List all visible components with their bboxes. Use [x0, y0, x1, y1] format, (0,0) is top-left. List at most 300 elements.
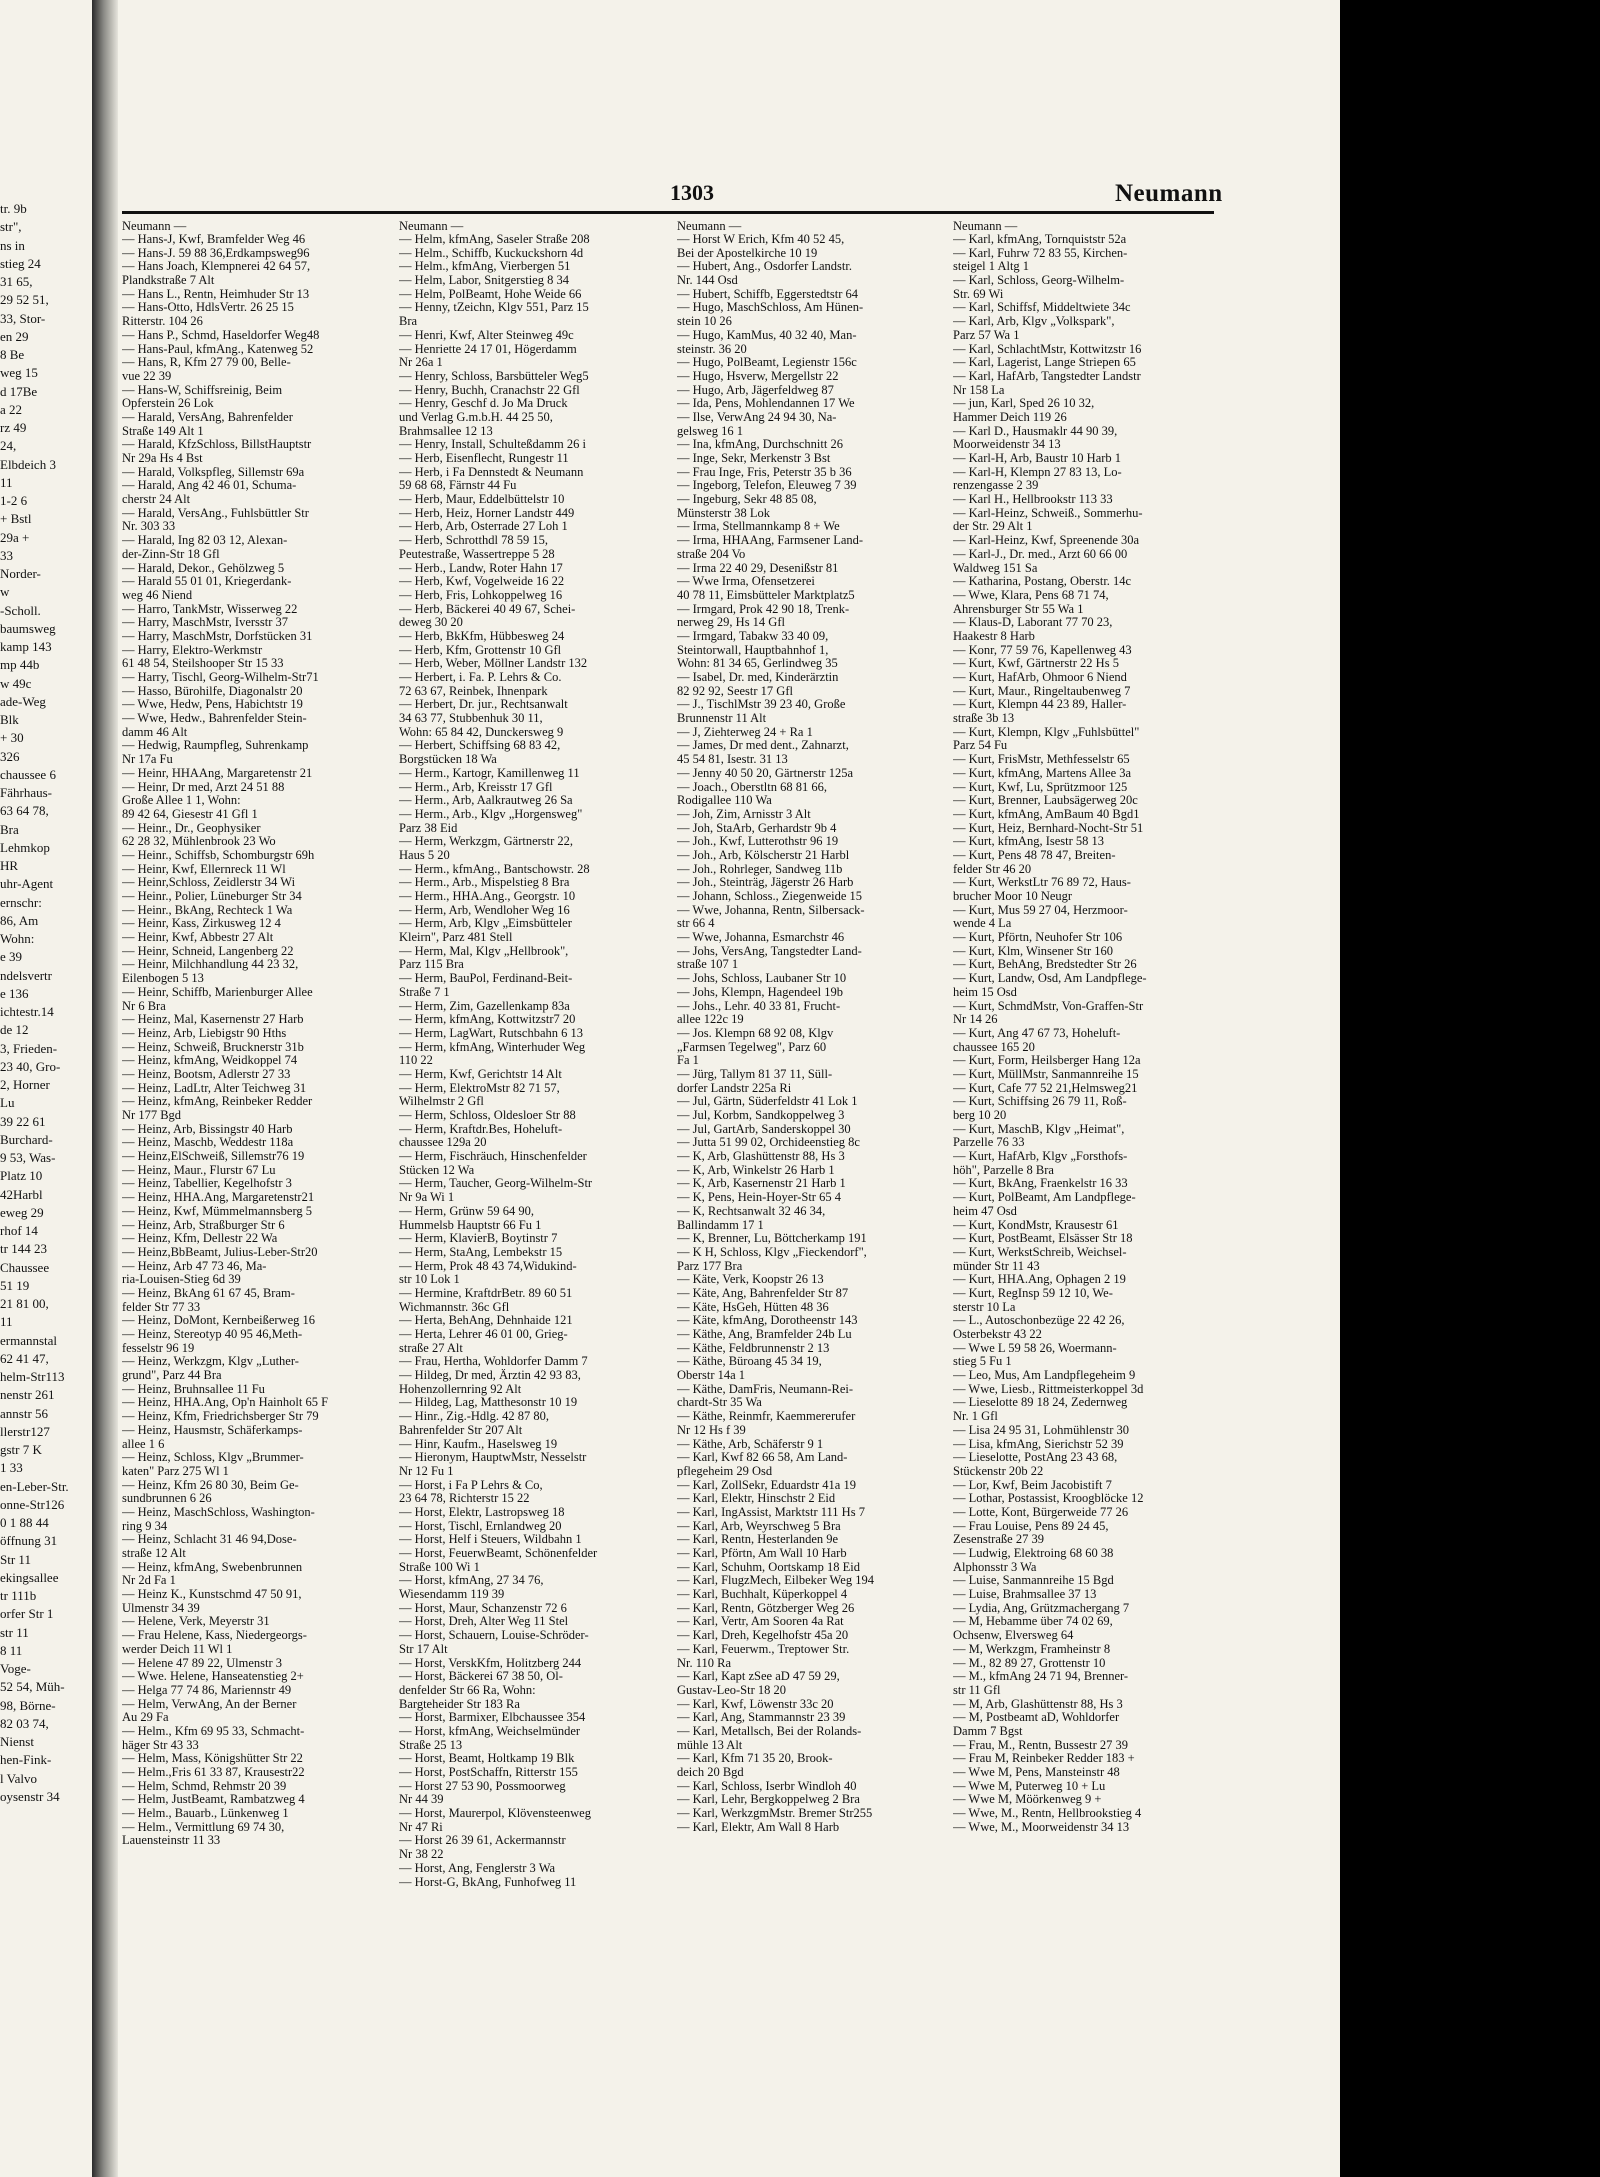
directory-entry-line: — Kurt, Ang 47 67 73, Hoheluft- [953, 1026, 1121, 1040]
directory-entry-line: — Joh., Kwf, Lutterothstr 96 19 [677, 835, 839, 849]
directory-entry-line: — Heinr, Schiffb, Marienburger Allee [122, 985, 313, 999]
directory-entry-line: mühle 13 Alt [677, 1738, 743, 1752]
directory-entry-line: — Horst, PostSchaffn, Ritterstr 155 [399, 1766, 578, 1779]
directory-entry-line: — Heinz, Kfm, Friedrichsberger Str 79 [122, 1410, 319, 1424]
directory-entry-line: — Kurt, Maur., Ringeltaubenweg 7 [953, 684, 1131, 698]
directory-entry-line: — Lotte, Kont, Bürgerweide 77 26 [953, 1505, 1129, 1519]
directory-entry-line: wende 4 La [953, 917, 1012, 931]
left-page-fragment: 21 81 00, [0, 1296, 49, 1311]
left-page-fragment: ndelsvertr [0, 967, 52, 983]
left-page-fragment: 29 52 51, [0, 292, 49, 308]
left-page-fragment: Lehmkop [0, 839, 50, 855]
left-page-fragment: ekingsallee [0, 1569, 59, 1585]
directory-entry-line: — Heinz, HHA.Ang, Margaretenstr21 [122, 1191, 315, 1205]
directory-entry-line: Haakestr 8 Harb [953, 629, 1035, 643]
directory-entry-line: — K, Pens, Hein-Hoyer-Str 65 4 [677, 1191, 841, 1205]
left-page-fragment: baumsweg [0, 620, 56, 636]
directory-entry-line: Nr 177 Bgd [122, 1109, 182, 1122]
directory-entry-line: — Herm, StaAng, Lembekstr 15 [399, 1245, 563, 1259]
directory-entry-line: — Hinr., Zig.-Hdlg. 42 87 80, [399, 1410, 549, 1424]
directory-entry-line: felder Str 77 33 [122, 1300, 201, 1314]
directory-entry-line: — Herm, Arb, Klgv „Eimsbütteler [399, 917, 572, 931]
directory-entry-line: — Kurt, BehAng, Bredstedter Str 26 [953, 958, 1137, 972]
column-head: Neumann — [953, 220, 1018, 233]
directory-entry-line: Nr. 110 Ra [677, 1656, 732, 1670]
column-head: Neumann — [677, 220, 742, 233]
left-page-edge-text [0, 200, 95, 2100]
directory-entry-line: — Heinz, Bootsm, Adlerstr 27 33 [122, 1067, 291, 1081]
directory-entry-line: ring 9 34 [122, 1519, 168, 1533]
directory-entry-line: — J, Ziehterweg 24 + Ra 1 [677, 725, 813, 739]
directory-entry-line: — Helm., Kfm 69 95 33, Schmacht- [122, 1724, 305, 1738]
directory-entry-line: Nr. 303 33 [122, 520, 176, 534]
running-head: Neumann [1115, 180, 1223, 207]
directory-entry-line: Parzelle 76 33 [953, 1136, 1025, 1150]
directory-entry-line: — Horst, kfmAng, Weichselmünder [399, 1724, 581, 1738]
directory-entry-line: — Helm, Mass, Königshütter Str 22 [122, 1752, 303, 1766]
directory-entry-line: — Horst 26 39 61, Ackermannstr [399, 1834, 566, 1848]
directory-entry-line: — Kurt, Klempn, Klgv „Fuhlsbüttel" [953, 725, 1140, 739]
left-page-fragment: weg 15 [0, 365, 38, 381]
directory-entry-line: „Farmsen Tegelweg", Parz 60 [677, 1040, 827, 1054]
directory-entry-line: — Lisa, kfmAng, Sierichstr 52 39 [953, 1437, 1124, 1451]
directory-entry-line: — Horst, Elektr, Lastropsweg 18 [399, 1505, 565, 1519]
directory-entry-line: — Herb, Maur, Eddelbüttelstr 10 [399, 493, 565, 507]
directory-entry-line: Parz 57 Wa 1 [953, 328, 1020, 342]
directory-entry-line: — Kurt, HafArb, Ohmoor 6 Niend [953, 671, 1127, 684]
directory-entry-line: — Kurt, KondMstr, Krausestr 61 [953, 1218, 1119, 1232]
directory-entry-line: — J., TischlMstr 39 23 40, Große [677, 698, 846, 712]
left-page-fragment: 24, [0, 438, 17, 454]
directory-entry-line: — Karl D., Hausmaklr 44 90 39, [953, 424, 1118, 438]
directory-entry-line: — Kurt, Klempn 44 23 89, Haller- [953, 698, 1127, 712]
directory-entry-line: 61 48 54, Steilshooper Str 15 33 [122, 657, 284, 671]
directory-entry-line: — Hubert, Schiffb, Eggerstedtstr 64 [677, 287, 858, 301]
directory-entry-line: — Hans Joach, Klempnerei 42 64 57, [122, 260, 311, 274]
left-page-fragment: 1 33 [0, 1460, 23, 1476]
directory-entry-line: — Herbert, Dr. jur., Rechtsanwalt [399, 698, 568, 712]
directory-entry-line: — Herm, Prok 48 43 74,Widukind- [399, 1259, 577, 1273]
directory-entry-line: — Heinz, Maur., Flurstr 67 Lu [122, 1163, 276, 1177]
directory-entry-line: Nr 9a Wi 1 [399, 1191, 455, 1205]
directory-entry-line: — Frau, Hertha, Wohldorfer Damm 7 [399, 1355, 588, 1369]
directory-entry-line: — Hildeg, Dr med, Ärztin 42 93 83, [399, 1369, 581, 1383]
directory-entry-line: — Frau M, Reinbeker Redder 183 + [953, 1752, 1135, 1766]
directory-entry-line: — Kurt, FrisMstr, Methfesselstr 65 [953, 753, 1130, 767]
directory-entry-line: — Kurt, SchmdMstr, Von-Graffen-Str [953, 999, 1144, 1013]
directory-entry-line: — Jul, Korbm, Sandkoppelweg 3 [677, 1109, 845, 1122]
directory-entry-line: — Hildeg, Lag, Matthesonstr 10 19 [399, 1396, 578, 1410]
directory-entry-line: — Jürg, Tallym 81 37 11, Süll- [677, 1067, 833, 1081]
directory-entry-line: allee 122c 19 [677, 1013, 744, 1027]
left-page-fragment: onne-Str126 [0, 1496, 65, 1512]
directory-entry-line: — Herb, Weber, Möllner Landstr 132 [399, 657, 588, 671]
directory-entry-line: straße 204 Vo [677, 547, 746, 561]
directory-entry-line: — Herb, Bäckerei 40 49 67, Schei- [399, 602, 576, 616]
left-page-fragment: Wohn: [0, 931, 35, 946]
directory-entry-line: — Harro, TankMstr, Wisserweg 22 [122, 602, 298, 616]
directory-entry-line: — Leo, Mus, Am Landpflegeheim 9 [953, 1369, 1136, 1383]
directory-entry-line: cherstr 24 Alt [122, 493, 191, 507]
directory-entry-line: nerweg 29, Hs 14 Gfl [677, 616, 785, 630]
directory-entry-line: Plandkstraße 7 Alt [122, 274, 215, 288]
left-page-fragment: 33 [0, 547, 13, 563]
directory-entry-line: Stücken 12 Wa [399, 1163, 475, 1177]
directory-entry-line: Ahrensburger Str 55 Wa 1 [953, 602, 1084, 616]
directory-entry-line: — Herm, Fischräuch, Hinschenfelder [399, 1150, 587, 1164]
directory-entry-line: — Herb, Kfm, Grottenstr 10 Gfl [399, 643, 562, 657]
directory-entry-line: — Heinz, Maschb, Weddestr 118a [122, 1136, 294, 1150]
directory-entry-line: Zesenstraße 27 39 [953, 1533, 1044, 1547]
directory-entry-line: — Heinz, kfmAng, Swebenbrunnen [122, 1560, 303, 1574]
directory-entry-line: — Johann, Schloss., Ziegenweide 15 [677, 890, 863, 903]
directory-entry-line: Bargteheider Str 183 Ra [399, 1697, 520, 1711]
left-page-fragment: Str 11 [0, 1551, 31, 1567]
directory-entry-line: — Hans-Otto, HdlsVertr. 26 25 15 [122, 301, 294, 315]
directory-entry-line: — Wwe M, Pens, Mansteinstr 48 [953, 1766, 1120, 1779]
directory-entry-line: — M, Werkzgm, Framheinstr 8 [953, 1642, 1111, 1656]
directory-entry-line: — Heinz, MaschSchloss, Washington- [122, 1505, 315, 1519]
directory-entry-line: str 10 Lok 1 [399, 1273, 460, 1287]
directory-entry-line: — Heinz, Arb 47 73 46, Ma- [122, 1259, 267, 1273]
directory-entry-line: häger Str 43 33 [122, 1738, 199, 1752]
directory-entry-line: — Harald, VersAng., Fuhlsbüttler Str [122, 506, 309, 520]
directory-entry-line: — Joh., Steinträg, Jägerstr 26 Harb [677, 876, 854, 890]
left-page-fragment: ermannstal [0, 1332, 58, 1348]
directory-entry-line: — L., Autoschonbezüge 22 42 26, [953, 1314, 1125, 1328]
directory-entry-line: — Irmgard, Prok 42 90 18, Trenk- [677, 602, 850, 616]
directory-entry-line: — Horst 27 53 90, Possmoorweg [399, 1779, 566, 1793]
directory-entry-line: renzengasse 2 39 [953, 479, 1039, 493]
directory-entry-line: straße 3b 13 [953, 712, 1015, 726]
directory-entry-line: — Herb, i Fa Dennstedt & Neumann [399, 465, 584, 479]
directory-entry-line: — Herta, Lehrer 46 01 00, Grieg- [399, 1328, 568, 1341]
left-page-fragment: hen-Fink- [0, 1752, 52, 1768]
directory-entry-line: — James, Dr med dent., Zahnarzt, [677, 739, 849, 753]
directory-entry-line: — Kurt, WerkstSchreib, Weichsel- [953, 1245, 1127, 1259]
directory-entry-line: — Horst, Maur, Schanzenstr 72 6 [399, 1601, 567, 1615]
directory-entry-line: — Helm, PolBeamt, Hohe Weide 66 [399, 287, 582, 301]
directory-entry-line: — Karl, Fuhrw 72 83 55, Kirchen- [953, 246, 1128, 260]
directory-entry-line: berg 10 20 [953, 1109, 1007, 1122]
directory-entry-line: — Karl H., Hellbrookstr 113 33 [953, 493, 1113, 507]
directory-entry-line: — Kurt, MüllMstr, Sanmannreihe 15 [953, 1067, 1139, 1081]
directory-entry-line: — Henny, tZeichn, Klgv 551, Parz 15 [399, 301, 589, 315]
directory-entry-line: — Käte, Verk, Koopstr 26 13 [677, 1273, 824, 1287]
directory-entry-line: — Henry, Install, Schulteßdamm 26 i [399, 438, 587, 452]
directory-entry-line: — Heinr., BkAng, Rechteck 1 Wa [122, 903, 293, 917]
directory-entry-line: — Heinr, Dr med, Arzt 24 51 88 [122, 780, 285, 794]
left-page-fragment: 39 22 61 [0, 1113, 46, 1129]
directory-entry-line: Eilenbogen 5 13 [122, 972, 204, 986]
directory-entry-line: — Harald, Dekor., Gehölzweg 5 [122, 561, 285, 575]
directory-entry-line: denfelder Str 66 Ra, Wohn: [399, 1683, 536, 1697]
directory-entry-line: — Heinz, Bruhnsallee 11 Fu [122, 1382, 265, 1396]
directory-entry-line: — Karl, Lehr, Bergkoppelweg 2 Bra [677, 1793, 860, 1807]
directory-column-3 [677, 220, 939, 2070]
left-page-fragment: 33, Stor- [0, 310, 46, 326]
directory-entry-line: — Joh., Arb, Kölscherstr 21 Harbl [677, 848, 850, 862]
directory-entry-line: — Hans L., Rentn, Heimhuder Str 13 [122, 287, 310, 301]
directory-entry-line: — Heinz, HHA.Ang, Op'n Hainholt 65 F [122, 1396, 329, 1410]
directory-entry-line: — Karl, Kfm 71 35 20, Brook- [677, 1752, 833, 1766]
directory-entry-line: — Herm., HHA.Ang., Georgstr. 10 [399, 890, 576, 903]
directory-entry-line: — Herm, Werkzgm, Gärtnerstr 22, [399, 835, 574, 849]
left-page-fragment: Elbdeich 3 [0, 456, 56, 472]
directory-entry-line: — Karl, Buchhalt, Küperkoppel 4 [677, 1588, 848, 1602]
directory-entry-line: 89 42 64, Giesestr 41 Gfl 1 [122, 807, 258, 821]
directory-entry-line: — Horst, Helf i Steuers, Wildbahn 1 [399, 1533, 582, 1547]
directory-entry-line: — Karl-H, Arb, Baustr 10 Harb 1 [953, 452, 1122, 465]
directory-entry-line: — Karl, Arb, Klgv „Volkspark", [953, 315, 1115, 329]
directory-entry-line: — Herm, BauPol, Ferdinand-Beit- [399, 972, 573, 986]
directory-entry-line: — Herm, Kwf, Gerichtstr 14 Alt [399, 1067, 562, 1081]
directory-entry-line: — Herb, Fris, Lohkoppelweg 16 [399, 588, 563, 602]
directory-entry-line: — Herb, Arb, Osterrade 27 Loh 1 [399, 520, 568, 534]
directory-entry-line: — Heinr., Dr., Geophysiker [122, 821, 261, 835]
directory-entry-line: — Herm., Arb., Mispelstieg 8 Bra [399, 876, 570, 890]
directory-entry-line: gelsweg 16 1 [677, 424, 743, 438]
directory-entry-line: — M, Postbeamt aD, Wohldorfer [953, 1711, 1120, 1725]
directory-entry-line: — Wwe, M., Moorweidenstr 34 13 [953, 1820, 1130, 1834]
directory-entry-line: — Harry, MaschMstr, Iversstr 37 [122, 616, 289, 630]
directory-entry-line: — Heinz, Mal, Kasernenstr 27 Harb [122, 1013, 304, 1027]
directory-entry-line: — Frau, M., Rentn, Bussestr 27 39 [953, 1738, 1128, 1752]
left-page-fragment: en-Leber-Str. [0, 1478, 69, 1494]
directory-entry-line: — Karl, Elektr, Hinschstr 2 Eid [677, 1492, 836, 1506]
directory-entry-line: — Kurt, Schiffsing 26 79 11, Roß- [953, 1095, 1127, 1109]
directory-entry-line: — Harald 55 01 01, Kriegerdank- [122, 575, 292, 589]
left-page-fragment: e 136 [0, 985, 29, 1001]
directory-entry-line: — Luise, Brahmsallee 37 13 [953, 1588, 1097, 1602]
directory-entry-line: Wohn: 81 34 65, Gerlindweg 35 [677, 657, 838, 671]
directory-entry-line: — Kurt, MaschB, Klgv „Heimat", [953, 1122, 1125, 1136]
directory-entry-line: — Herm, ElektroMstr 82 71 57, [399, 1081, 560, 1095]
directory-entry-line: — Helm., Bauarb., Lünkenweg 1 [122, 1807, 289, 1821]
left-page-fragment: e 39 [0, 949, 23, 965]
directory-entry-line: — Herbert, Schiffsing 68 83 42, [399, 739, 561, 753]
directory-entry-line: vue 22 39 [122, 369, 172, 383]
directory-entry-line: — Heinz, Tabellier, Kegelhofstr 3 [122, 1177, 292, 1191]
directory-entry-line: Ritterstr. 104 26 [122, 315, 203, 329]
directory-entry-line: — Kurt, HHA.Ang, Ophagen 2 19 [953, 1273, 1126, 1287]
directory-entry-line: — Inge, Sekr, Merkenstr 3 Bst [677, 452, 831, 465]
directory-entry-line: — Karl, Dreh, Kegelhofstr 45a 20 [677, 1629, 849, 1643]
directory-entry-line: — Heinr., Polier, Lüneburger Str 34 [122, 890, 302, 903]
directory-entry-line: Ballindamm 17 1 [677, 1218, 764, 1232]
directory-entry-line: grund", Parz 44 Bra [122, 1369, 222, 1383]
directory-entry-line: — Herm, Zim, Gazellenkamp 83a [399, 999, 570, 1013]
directory-entry-line: — Kurt, BkAng, Fraenkelstr 16 33 [953, 1177, 1128, 1191]
directory-entry-line: Wohn: 65 84 42, Dunckersweg 9 [399, 725, 564, 739]
directory-entry-line: — Karl, SchlachtMstr, Kottwitzstr 16 [953, 342, 1142, 356]
left-page-fragment: Burchard- [0, 1131, 53, 1147]
directory-entry-line: — Herm, LagWart, Rutschbahn 6 13 [399, 1026, 584, 1040]
directory-entry-line: Opferstein 26 Lok [122, 397, 214, 411]
directory-entry-line: — Käte, kfmAng, Dorotheenstr 143 [677, 1314, 858, 1328]
directory-entry-line: — Wwe, Hedw., Bahrenfelder Stein- [122, 712, 307, 726]
directory-entry-line: Bei der Apostelkirche 10 19 [677, 246, 818, 260]
directory-entry-line: — Horst, VerskKfm, Holitzberg 244 [399, 1656, 582, 1670]
directory-entry-line: Münsterstr 38 Lok [677, 506, 771, 520]
directory-entry-line: Peutestraße, Wassertreppe 5 28 [399, 547, 555, 561]
directory-entry-line: — Kurt, Kwf, Lu, Sprützmoor 125 [953, 780, 1128, 794]
directory-entry-line: — K H, Schloss, Klgv „Fieckendorf", [677, 1245, 867, 1259]
directory-entry-line: — Herm, Taucher, Georg-Wilhelm-Str [399, 1177, 593, 1191]
column-head: Neumann — [399, 220, 464, 233]
directory-entry-line: — Wwe M, Puterweg 10 + Lu [953, 1779, 1106, 1793]
directory-entry-line: Lauensteinstr 11 33 [122, 1834, 221, 1848]
directory-entry-line: — Herm, Kraftdr.Bes, Hoheluft- [399, 1122, 563, 1136]
directory-entry-line: — Heinr, Kwf, Abbestr 27 Alt [122, 931, 274, 945]
directory-entry-line: — Herta, BehAng, Dehnhaide 121 [399, 1314, 573, 1328]
directory-entry-line: — Herb, BkKfm, Hübbesweg 24 [399, 629, 565, 643]
directory-entry-line: — Ina, kfmAng, Durchschnitt 26 [677, 438, 843, 452]
directory-entry-line: — Karl, Arb, Weyrschweg 5 Bra [677, 1519, 841, 1533]
directory-entry-line: 110 22 [399, 1054, 433, 1068]
directory-entry-line: — Luise, Sanmannreihe 15 Bgd [953, 1574, 1114, 1588]
directory-entry-line: — Karl, WerkzgmMstr. Bremer Str255 [677, 1807, 873, 1821]
directory-entry-line: — Helm, Schmd, Rehmstr 20 39 [122, 1779, 287, 1793]
directory-entry-line: — Hugo, Arb, Jägerfeldweg 87 [677, 383, 834, 397]
directory-entry-line: — M., kfmAng 24 71 94, Brenner- [953, 1670, 1129, 1684]
left-page-fragment: -Scholl. [0, 602, 41, 618]
directory-entry-line: — K, Rechtsanwalt 32 46 34, [677, 1204, 826, 1218]
directory-entry-line: felder Str 46 20 [953, 862, 1032, 876]
directory-entry-line: Parz 38 Eid [399, 821, 458, 835]
directory-entry-line: — Lor, Kwf, Beim Jacobistift 7 [953, 1478, 1112, 1492]
directory-entry-line: — Heinz, Kfm 26 80 30, Beim Ge- [122, 1478, 299, 1492]
left-page-fragment: gstr 7 K [0, 1442, 42, 1457]
directory-entry-line: fesselstr 96 19 [122, 1341, 195, 1355]
directory-entry-line: brucher Moor 10 Neugr [953, 890, 1073, 903]
directory-entry-line: — Karl-Heinz, Kwf, Spreenende 30a [953, 534, 1140, 548]
directory-entry-line: dorfer Landstr 225a Ri [677, 1081, 792, 1095]
directory-entry-line: — Helm.,Fris 61 33 87, Krausestr22 [122, 1766, 305, 1779]
left-page-fragment: Norder- [0, 566, 41, 581]
directory-entry-line: Straße 7 1 [399, 985, 450, 999]
directory-entry-line: straße 27 Alt [399, 1341, 463, 1355]
directory-entry-line: — Karl, HafArb, Tangstedter Landstr [953, 369, 1141, 383]
directory-entry-line: — Joh, Zim, Arnisstr 3 Alt [677, 807, 811, 821]
directory-entry-line: — Karl, Schloss, Georg-Wilhelm- [953, 274, 1125, 288]
directory-entry-line: — Herb., Landw, Roter Hahn 17 [399, 561, 563, 575]
left-page-fragment: 42Harbl [0, 1186, 43, 1202]
directory-entry-line: Oberstr 14a 1 [677, 1369, 746, 1383]
directory-entry-line: heim 15 Osd [953, 985, 1017, 999]
directory-entry-line: Nr 14 26 [953, 1013, 998, 1027]
directory-entry-line: Große Allee 1 1, Wohn: [122, 794, 241, 808]
directory-entry-line: deich 20 Bgd [677, 1766, 744, 1779]
directory-entry-line: — Frau Louise, Pens 89 24 45, [953, 1519, 1109, 1533]
left-page-fragment: ernschr: [0, 894, 42, 910]
left-page-fragment: Nienst [0, 1734, 34, 1749]
directory-entry-line: — Käthe, Reinmfr, Kaemmererufer [677, 1410, 856, 1424]
directory-entry-line: str 66 4 [677, 917, 715, 931]
directory-entry-line: — Helm, kfmAng, Saseler Straße 208 [399, 233, 590, 246]
left-page-fragment: 63 64 78, [0, 803, 49, 819]
directory-entry-line: — Johs, Schloss, Laubaner Str 10 [677, 972, 847, 986]
directory-entry-line: Stückenstr 20b 22 [953, 1464, 1044, 1478]
left-page-fragment: 0 1 88 44 [0, 1515, 49, 1530]
directory-entry-line: — Henry, Buchh, Cranachstr 22 Gfl [399, 383, 580, 397]
directory-entry-line: Nr 29a Hs 4 Bst [122, 452, 203, 465]
directory-entry-line: — Herm, KlavierB, Boytinstr 7 [399, 1232, 558, 1246]
column-head: Neumann — [122, 220, 187, 233]
directory-entry-line: 82 92 92, Seestr 17 Gfl [677, 684, 793, 698]
left-page-fragment: Platz 10 [0, 1168, 43, 1184]
directory-entry-line: straße 12 Alt [122, 1547, 186, 1560]
directory-entry-line: — Herm, Arb, Wendloher Weg 16 [399, 903, 570, 917]
directory-entry-line: — Heinr, Kwf, Ellernreck 11 Wl [122, 862, 286, 876]
directory-entry-line: Moorweidenstr 34 13 [953, 438, 1061, 452]
directory-entry-line: — Kurt, HafArb, Klgv „Forsthofs- [953, 1150, 1128, 1164]
directory-entry-line: steinstr. 36 20 [677, 342, 747, 356]
left-page-fragment: 23 40, Gro- [0, 1058, 61, 1074]
directory-entry-line: — Helm, VerwAng, An der Berner [122, 1697, 297, 1711]
directory-entry-line: — Herb, Schrotthdl 78 59 15, [399, 534, 548, 548]
directory-entry-line: — Herm., Arb, Aalkrautweg 26 Sa [399, 794, 573, 808]
directory-entry-line: — Jul, GartArb, Sanderskoppel 30 [677, 1122, 851, 1136]
directory-entry-line: — Horst, kfmAng, 27 34 76, [399, 1574, 544, 1588]
directory-entry-line: Au 29 Fa [122, 1711, 169, 1725]
directory-entry-line: — Jos. Klempn 68 92 08, Klgv [677, 1026, 834, 1040]
directory-entry-line: — Harald, Ang 42 46 01, Schuma- [122, 479, 297, 493]
directory-entry-line: 34 63 77, Stubbenhuk 30 11, [399, 712, 543, 726]
directory-entry-line: — Heinr, Milchhandlung 44 23 32, [122, 958, 299, 972]
directory-entry-line: — Hans-W, Schiffsreinig, Beim [122, 383, 283, 397]
left-page-fragment: mp 44b [0, 657, 40, 673]
left-page-fragment: 52 54, Müh- [0, 1679, 65, 1695]
directory-entry-line: Steintorwall, Hauptbahnhof 1, [677, 643, 829, 657]
directory-entry-line: Nr 2d Fa 1 [122, 1574, 176, 1588]
directory-entry-line: Rodigallee 110 Wa [677, 794, 772, 808]
directory-entry-line: — Heinz, kfmAng, Reinbeker Redder [122, 1095, 313, 1109]
directory-entry-line: — Kurt, Pens 48 78 47, Breiten- [953, 848, 1116, 862]
directory-entry-line: — Ingeburg, Sekr 48 85 08, [677, 493, 817, 507]
directory-entry-line: — Wwe, Liesb., Rittmeisterkoppel 3d [953, 1382, 1144, 1396]
directory-entry-line: Ochsenw, Elversweg 64 [953, 1629, 1074, 1643]
left-page-fragment: 11 [0, 474, 13, 490]
directory-entry-line: — Joach., Oberstltn 68 81 66, [677, 780, 827, 794]
directory-entry-line: — Katharina, Postang, Oberstr. 14c [953, 575, 1132, 589]
directory-entry-line: werder Deich 11 Wl 1 [122, 1642, 233, 1656]
directory-entry-line: — Heinz, Schweiß, Brucknerstr 31b [122, 1040, 304, 1054]
directory-entry-line: — Karl, Schloss, Iserbr Windloh 40 [677, 1779, 857, 1793]
directory-entry-line: — Herm, kfmAng, Winterhuder Weg [399, 1040, 586, 1054]
directory-entry-line: — Herm., kfmAng., Bantschowstr. 28 [399, 862, 590, 876]
directory-entry-line: — Herm., Arb, Kreisstr 17 Gfl [399, 780, 553, 794]
directory-entry-line: — Helm., Schiffb, Kuckuckshorn 4d [399, 246, 584, 260]
directory-entry-line: Nr 6 Bra [122, 999, 166, 1013]
directory-entry-line: Hummelsb Hauptstr 66 Fu 1 [399, 1218, 542, 1232]
directory-entry-line: — Heinz, Werkzgm, Klgv „Luther- [122, 1355, 299, 1369]
directory-entry-line: — Johs, Klempn, Hagendeel 19b [677, 985, 843, 999]
directory-entry-line: — Helm., Vermittlung 69 74 30, [122, 1820, 285, 1834]
directory-entry-line: chaussee 165 20 [953, 1040, 1035, 1054]
directory-entry-line: steigel 1 Altg 1 [953, 260, 1030, 274]
directory-entry-line: — Hans-J. 59 88 36,Erdkampsweg96 [122, 246, 310, 260]
left-page-fragment: str", [0, 219, 22, 235]
left-page-fragment: 2, Horner [0, 1077, 50, 1092]
directory-entry-line: deweg 30 20 [399, 616, 463, 630]
directory-entry-line: Alphonsstr 3 Wa [953, 1560, 1037, 1574]
directory-entry-line: — Hubert, Ang., Osdorfer Landstr. [677, 260, 852, 274]
directory-entry-line: — Jul, Gärtn, Süderfeldstr 41 Lok 1 [677, 1095, 858, 1109]
directory-entry-line: — Käte, HsGeh, Hütten 48 36 [677, 1300, 829, 1314]
directory-entry-line: münder Str 11 43 [953, 1259, 1040, 1273]
directory-entry-line: — Herm, Mal, Klgv „Hellbrook", [399, 944, 569, 958]
